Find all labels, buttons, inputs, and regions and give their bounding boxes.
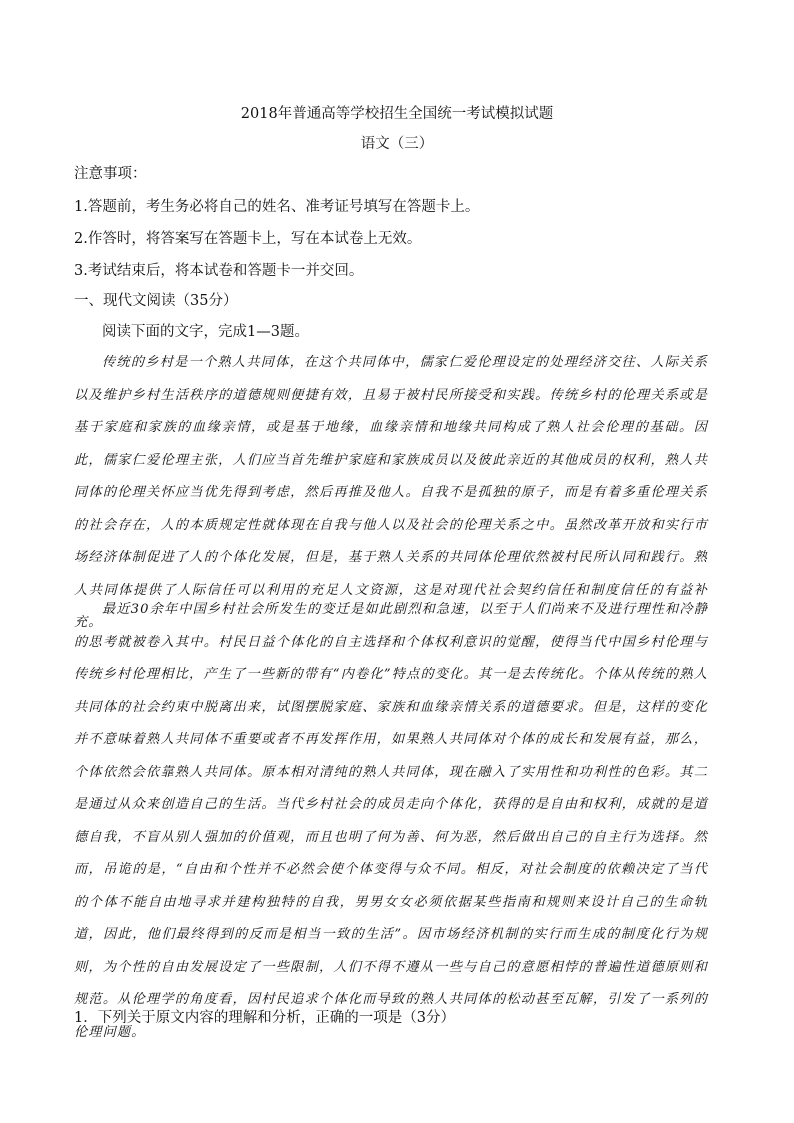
- passage-paragraph: 最近30余年中国乡村社会所发生的变迁是如此剧烈和急速，以至于人们尚来不及进行理性和冷静的思考就被卷入其中。村民日益个体化的自主选择和个体权利意识的觉醒，使得当代中国乡村伦理与传统乡村伦理相比，产生了一些新的带有“内卷化”特点的变化。其一是去传统化。个体从传统的熟人共同体的社会约束中脱离出来，试图摆脱家庭、家族和血缘亲情关系的道德要求。但是，这样的变化并不意味着熟人共同体不重要或者不再发挥作用，如果熟人共同体对个体的成长和发展有益，那么，个体依然会依靠熟人共同体。原本相对清纯的熟人共同体，现在融入了实用性和功利性的色彩。其二是通过从众来创造自己的生活。当代乡村社会的成员走向个体化，获得的是自由和权利，成就的是道德自我，不盲从别人强加的价值观，而且也明了何为善、何为恶，然后做出自己的自主行为选择。然而，吊诡的是，“自由和个性并不必然会使个体变得与众不同。相反，对社会制度的依赖决定了当代的个体不能自由地寻求并建构独特的自我，男男女女必须依据某些指南和规则来设计自己的生命轨道，因此，他们最终得到的反而是相当一致的生活”。因市场经济机制的实行而生成的制度化行为规则，为个性的自由发展设定了一些限制，人们不得不遵从一些与自己的意愿相悖的普遍性道德原则和规范。从伦理学的角度看，因村民追求个体化而导致的熟人共同体的松动甚至瓦解，引发了一系列的伦理问题。: [74, 602, 708, 1040]
- passage-paragraph: 传统的乡村是一个熟人共同体，在这个共同体中，儒家仁爱伦理设定的处理经济交往、人际关系以及维护乡村生活秩序的道德规则便捷有效，且易于被村民所接受和实践。传统乡村的伦理关系或是基于家庭和家族的血缘亲情，或是基于地缘，血缘亲情和地缘共同构成了熟人社会伦理的基础。因此，儒家仁爱伦理主张，人们应当首先维护家庭和家族成员以及彼此亲近的其他成员的权利，熟人共同体的伦理关怀应当优先得到考虑，然后再推及他人。自我不是孤独的原子，而是有着多重伦理关系的社会存在，人的本质规定性就体现在自我与他人以及社会的伦理关系之中。虽然改革开放和实行市场经济体制促进了人的个体化发展，但是，基于熟人关系的共同体伦理依然被村民所认同和践行。熟人共同体提供了人际信任可以利用的充足人文资源，这是对现代社会契约信任和制度信任的有益补充。: [74, 355, 708, 630]
- notice-heading: 注意事项：: [74, 166, 147, 182]
- exam-title: 2018年普通高等学校招生全国统一考试模拟试题: [240, 106, 554, 122]
- notice-item: 1.答题前，考生务必将自己的姓名、准考证号填写在答题卡上。: [74, 199, 480, 215]
- notice-item: 3.考试结束后，将本试卷和答题卡一并交回。: [74, 263, 364, 279]
- notice-item: 2.作答时，将答案写在答题卡上，写在本试卷上无效。: [74, 231, 422, 247]
- section-heading: 一、现代文阅读（35分）: [74, 293, 238, 309]
- reading-instruction: 阅读下面的文字，完成1—3题。: [102, 324, 309, 340]
- exam-subtitle: 语文（三）: [360, 136, 434, 152]
- question-1: 1．下列关于原文内容的理解和分析，正确的一项是（3分）: [74, 1010, 455, 1026]
